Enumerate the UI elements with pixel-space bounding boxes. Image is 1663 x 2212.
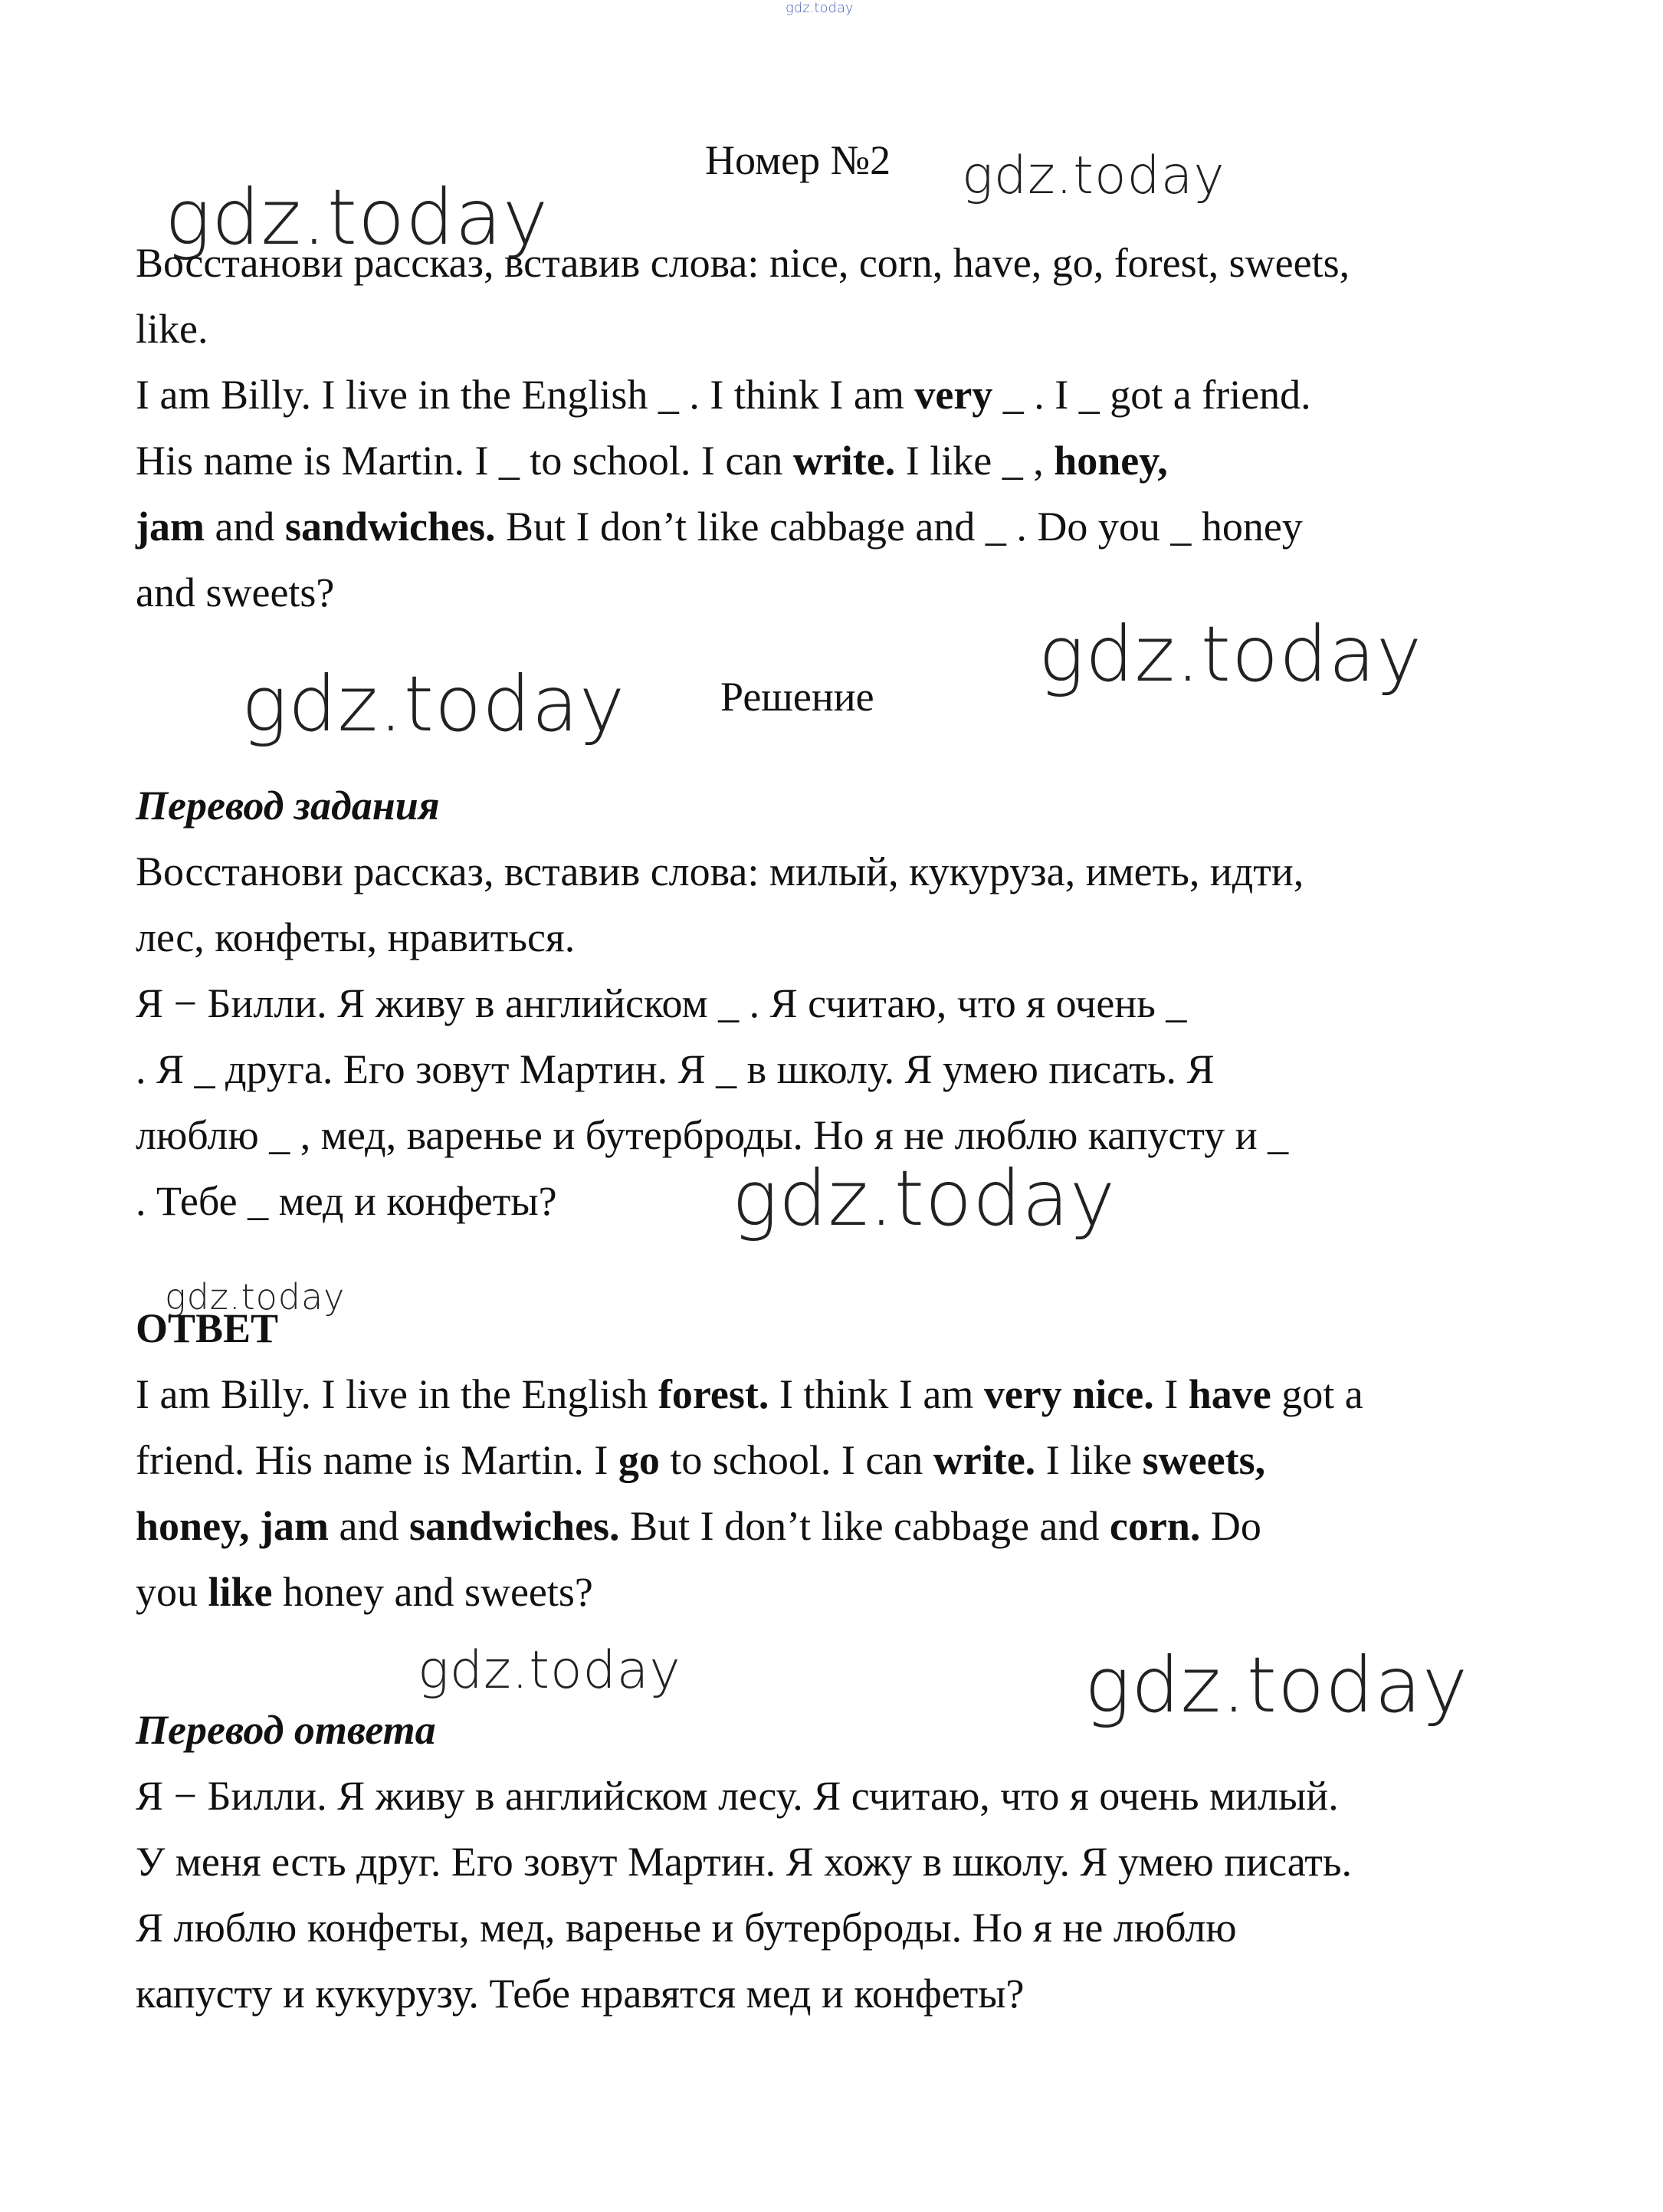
text-segment: and (329, 1503, 409, 1549)
watermark: gdz.today (418, 1640, 681, 1701)
story-lines (136, 362, 1515, 625)
story-line (136, 362, 1515, 428)
answer-translation-line: капусту и кукурузу. Тебе нравятся мед и конфеты? (136, 1971, 1025, 2017)
bold-word: honey, (1054, 438, 1168, 484)
bold-word: sandwiches. (409, 1503, 620, 1549)
watermark: gdz.today (1084, 1640, 1469, 1730)
watermark-small-top: gdz.today (786, 0, 854, 16)
text-segment: His name is Martin. I _ to school. I can (136, 438, 793, 484)
translation-line: . Я _ друга. Его зовут Мартин. Я _ в школу. Я умею писать. Я (136, 1046, 1215, 1092)
bold-word: sweets, (1142, 1437, 1266, 1483)
text-segment: got a (1271, 1371, 1363, 1417)
text-segment: I like (1035, 1437, 1143, 1483)
bold-word: jam (136, 504, 205, 550)
solution-label: Решение (720, 674, 874, 720)
answer-translation-line: У меня есть друг. Его зовут Мартин. Я хожу в школу. Я умею писать. (136, 1839, 1352, 1885)
answer-translation-line: Я − Билли. Я живу в английском лесу. Я считаю, что я очень милый. (136, 1773, 1339, 1819)
watermark: gdz.today (165, 1276, 346, 1318)
text-segment: you (136, 1569, 208, 1615)
task-block (136, 230, 1515, 625)
text-segment: I (1153, 1371, 1189, 1417)
text-segment: I am Billy. I live in the English _ . I think I am (136, 372, 915, 418)
translation-line: люблю _ , мед, варенье и бутерброды. Но я не люблю капусту и _ (136, 1112, 1289, 1158)
bold-word: corn. (1109, 1503, 1201, 1549)
text-segment: But I don’t like cabbage and (619, 1503, 1110, 1549)
answer-translation-heading: Перевод ответа (136, 1707, 436, 1753)
bold-word: write. (933, 1437, 1036, 1483)
translation-heading: Перевод задания (136, 783, 440, 829)
text-segment: and sweets? (136, 569, 335, 615)
bold-word: write. (792, 438, 896, 484)
bold-word: have (1188, 1371, 1271, 1417)
watermark: gdz.today (165, 172, 549, 262)
text-segment: I think I am (769, 1371, 984, 1417)
watermark: gdz.today (1038, 609, 1423, 699)
task-line: Восстанови рассказ, вставив слова: nice, corn, have, go, forest, sweets, (136, 240, 1350, 286)
watermark: gdz.today (241, 659, 626, 749)
text-segment: Do (1200, 1503, 1261, 1549)
text-segment: I am Billy. I live in the English (136, 1371, 658, 1417)
bold-word: sandwiches. (284, 504, 496, 550)
answer-block (136, 1295, 1515, 1625)
answer-line (136, 1493, 1515, 1559)
answer-translation-line: Я люблю конфеты, мед, варенье и бутерброды. Но я не люблю (136, 1905, 1237, 1951)
bold-word: forest. (658, 1371, 769, 1417)
text-segment: and (204, 504, 285, 550)
answer-line (136, 1559, 1515, 1625)
translation-line: Я − Билли. Я живу в английском _ . Я считаю, что я очень _ (136, 980, 1187, 1026)
bold-word: go (618, 1437, 660, 1483)
text-segment: I like _ , (895, 438, 1055, 484)
text-segment: friend. His name is Martin. I (136, 1437, 618, 1483)
answer-lines (136, 1361, 1515, 1625)
bold-word: very (914, 372, 993, 418)
translation-line: . Тебе _ мед и конфеты? (136, 1178, 557, 1224)
answer-line (136, 1427, 1515, 1493)
translation-line: Восстанови рассказ, вставив слова: милый, кукуруза, иметь, идти, (136, 848, 1304, 894)
task-line: like. (136, 306, 208, 352)
story-line (136, 494, 1515, 560)
text-segment: honey and sweets? (272, 1569, 593, 1615)
watermark: gdz.today (962, 146, 1225, 206)
bold-word: honey, jam (136, 1503, 330, 1549)
text-segment: to school. I can (659, 1437, 933, 1483)
bold-word: like (208, 1569, 273, 1615)
text-segment: But I don’t like cabbage and _ . Do you _ honey (495, 504, 1303, 550)
translation-block (136, 773, 1515, 1234)
answer-heading: ОТВЕТ (136, 1305, 279, 1351)
story-line (136, 428, 1515, 494)
watermark: gdz.today (732, 1154, 1117, 1243)
text-segment: _ . I _ got a friend. (992, 372, 1311, 418)
translation-line: лес, конфеты, нравиться. (136, 914, 576, 960)
page-title: Номер №2 (705, 137, 891, 183)
bold-word: very nice. (983, 1371, 1154, 1417)
answer-translation-block (136, 1697, 1515, 2027)
story-line (136, 560, 1515, 625)
answer-line (136, 1361, 1515, 1427)
